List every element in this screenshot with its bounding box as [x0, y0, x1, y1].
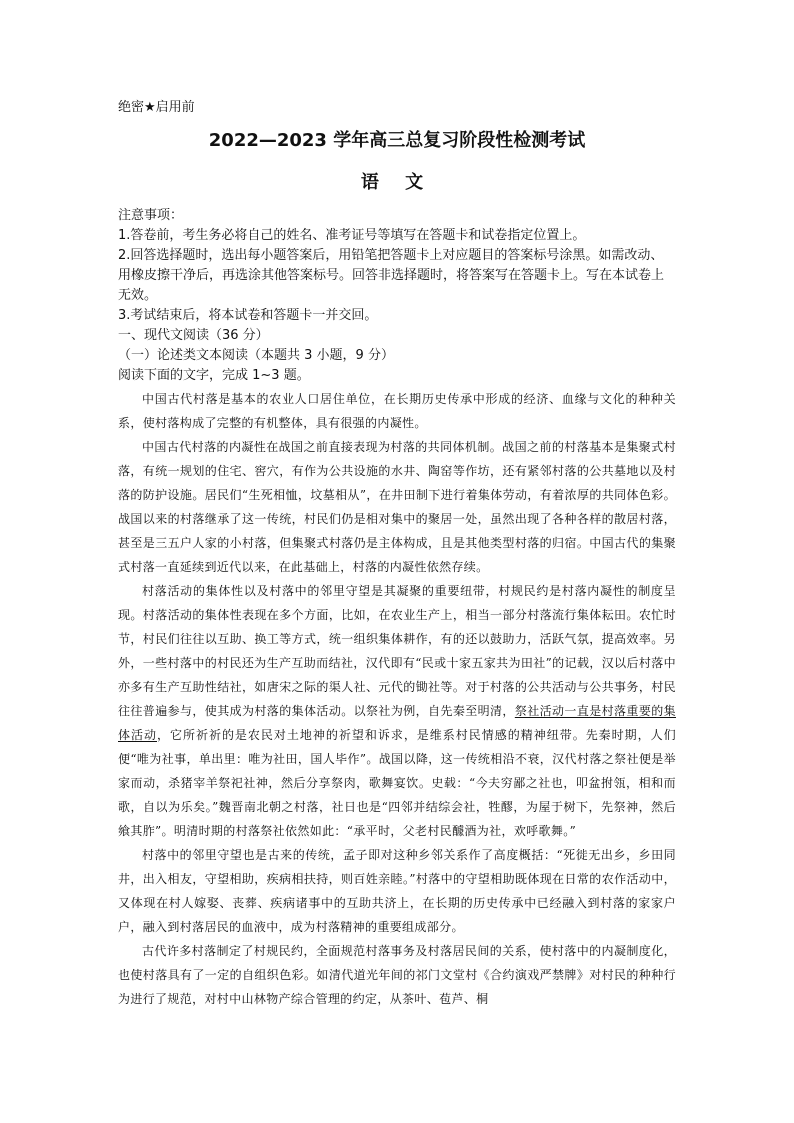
notice-item-3: 3.考试结束后，将本试卷和答题卡一并交回。 — [118, 308, 378, 323]
passage-paragraph-2: 中国古代村落的内凝性在战国之前直接表现为村落的共同体机制。战国之前的村落基本是集聚式村落，有统一规划的住宅、窖穴，有作为公共设施的水井、陶窑等作坊，还有紧邻村落的公共墓地以及村落的防护设施。居民们“生死相恤，坟墓相从”，在井田制下进行着集体劳动，有着浓厚的共同体色彩。战国以来的村落继承了这一传统，村民们仍是相对集中的聚居一处，虽然出现了各种各样的散居村落，甚至是三五户人家的小村落，但集聚式村落仍是主体构成，且是其他类型村落的归宿。中国古代的集聚式村落一直延续到近代以来，在此基础上，村落的内凝性依然存续。 — [118, 440, 676, 574]
paragraph-3-part-b: ，它所祈祈的是农民对土地神的祈望和诉求，是维系村民情感的精神纽带。先秦时期，人们便“唯为社事，单出里：唯为社田，国人毕作”。战国以降，这一传统相沿不衰，汉代村落之祭社便是举家而动，杀猪宰羊祭祀社神，然后分享祭肉，歌舞宴饮。史载：“今夫穷鄙之社也，叩盆拊瓴，相和而歌，自以为乐矣。”魏晋南北朝之村落，社日也是“四邻并结综会社，牲醪，为屋于树下，先祭神，然后飨其胙”。明清时期的村落祭社依然如此：“承平时，父老村民醵酒为社，欢呼歌舞。” — [118, 728, 676, 838]
passage-paragraph-1: 中国古代村落是基本的农业人口居住单位，在长期历史传承中形成的经济、血缘与文化的种种关系，使村落构成了完整的有机整体，具有很强的内凝性。 — [118, 392, 676, 430]
notice-item-1: 1.答卷前，考生务必将自己的姓名、准考证号等填写在答题卡和试卷指定位置上。 — [118, 228, 586, 243]
passage-paragraph-3 — [118, 579, 676, 843]
reading-instruction: 阅读下面的文字，完成 1~3 题。 — [118, 368, 310, 383]
subject-title: 语 文 — [360, 172, 434, 193]
notice-item-2: 2.回答选择题时，选出每小题答案后，用铅笔把答题卡上对应题目的答案标号涂黑。如需改动、用橡皮擦干净后，再选涂其他答案标号。回答非选择题时，将答案写在答题卡上。写在本试卷上无效。 — [118, 248, 665, 303]
passage-paragraph-4: 村落中的邻里守望也是古来的传统，孟子即对这种乡邻关系作了高度概括：“死徙无出乡，乡田同井，出入相友，守望相助，疾病相扶持，则百姓亲睦。”村落中的守望相助既体现在日常的农作活动中，又体现在村人嫁娶、丧葬、疾病诸事中的互助共济上，在长期的历史传承中已经融入到村落的家家户户，融入到村落居民的血液中，成为村落精神的重要组成部分。 — [118, 848, 676, 934]
confidential-mark: 绝密★启用前 — [118, 100, 195, 115]
reading-passage — [118, 387, 676, 1011]
passage-paragraph-5: 古代许多村落制定了村规民约，全面规范村落事务及村落居民间的关系，使村落中的内凝制度化，也使村落具有了一定的自组织色彩。如清代道光年间的祁门文堂村《合约演戏严禁牌》对村民的种种行为进行了规范，对村中山林物产综合管理的约定，从茶叶、苞芦、桐 — [118, 944, 676, 1006]
paragraph-3-part-a: 村落活动的集体性以及村落中的邻里守望是其凝聚的重要纽带，村规民约是村落内凝性的制度呈现。村落活动的集体性表现在多个方面，比如，在农业生产上，相当一部分村落流行集体耘田。农忙时节，村民们往往以互助、换工等方式，统一组织集体耕作，有的还以鼓助力，活跃气氛，提高效率。另外，一些村落中的村民还为生产互助而结社，汉代即有“民或十家五家共为田社”的记载，汉以后村落中亦多有生产互助性结社，如唐宋之际的渠人社、元代的锄社等。对于村落的公共活动与公共事务，村民往往普遍参与，使其成为村落的集体活动。以祭社为例，自先秦至明清， — [118, 584, 676, 718]
notice-block — [118, 206, 676, 326]
sub-heading: （一）论述类文本阅读（本题共 3 小题，9 分） — [118, 348, 394, 363]
part-heading: 一、现代文阅读（36 分） — [118, 328, 269, 343]
notice-label: 注意事项： — [118, 208, 184, 223]
exam-title: 2022—2023 学年高三总复习阶段性检测考试 — [208, 130, 586, 151]
underlined-sentence: 祭社活动一直是村落重要的集体活动 — [118, 704, 676, 742]
